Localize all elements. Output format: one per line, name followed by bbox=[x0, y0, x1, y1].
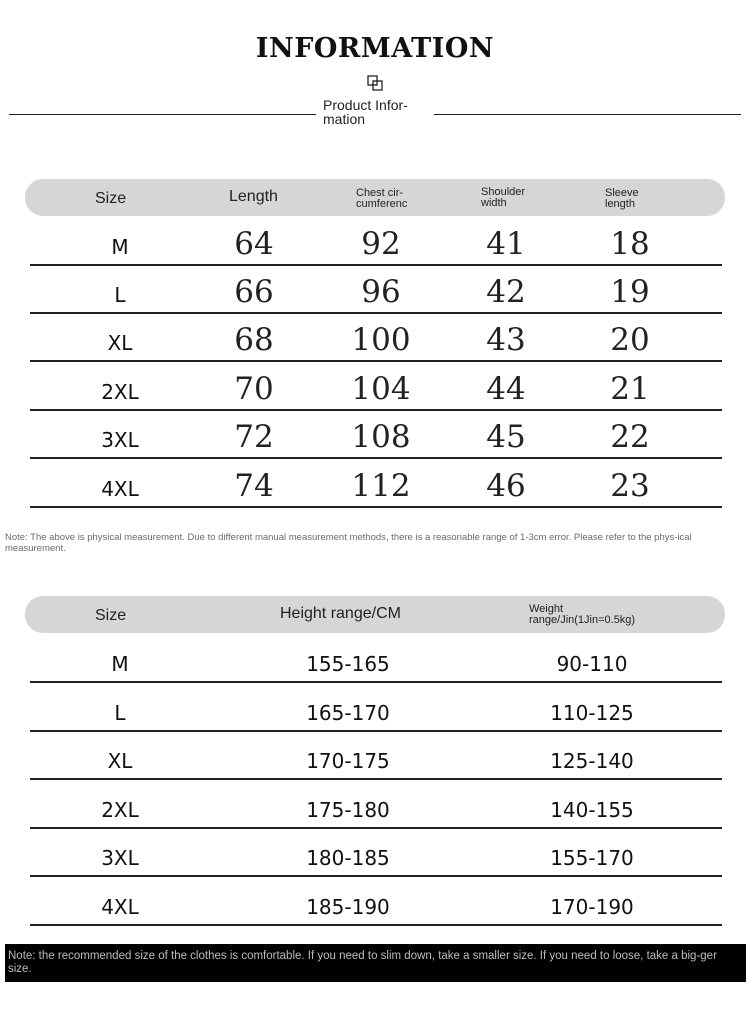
col-chest: Chest cir-cumferenc bbox=[356, 188, 408, 210]
col-sleeve: Sleeve length bbox=[605, 187, 639, 210]
size-label: L bbox=[114, 283, 126, 307]
col-shoulder: Shoulder width bbox=[481, 186, 526, 209]
col-size: Size bbox=[95, 607, 127, 624]
shoulder-value: 42 bbox=[486, 274, 526, 310]
size-label: 4XL bbox=[101, 895, 139, 919]
section-subtitle: Product Infor-mation bbox=[323, 97, 408, 127]
col-size: Size bbox=[95, 190, 127, 207]
shoulder-value: 43 bbox=[486, 322, 526, 358]
row-divider bbox=[30, 778, 722, 780]
size-label: L bbox=[114, 701, 126, 725]
fit-table-header bbox=[25, 596, 725, 633]
table-row bbox=[30, 314, 722, 362]
sleeve-value: 21 bbox=[610, 371, 650, 407]
weight-range-value: 140-155 bbox=[550, 798, 634, 822]
row-divider bbox=[30, 457, 722, 459]
chest-value: 96 bbox=[361, 274, 401, 310]
weight-range-value: 90-110 bbox=[556, 652, 628, 676]
shoulder-value: 45 bbox=[486, 419, 526, 455]
chest-value: 108 bbox=[351, 419, 411, 455]
height-range-value: 165-170 bbox=[306, 701, 390, 725]
sleeve-value: 19 bbox=[610, 274, 650, 310]
table-row bbox=[30, 878, 722, 926]
col-weight-range: Weight range/Jin(1Jin=0.5kg) bbox=[529, 603, 636, 626]
size-label: 3XL bbox=[101, 428, 139, 452]
height-range-value: 170-175 bbox=[306, 749, 390, 773]
shoulder-value: 44 bbox=[486, 371, 526, 407]
weight-range-value: 125-140 bbox=[550, 749, 634, 773]
size-label: M bbox=[111, 235, 129, 259]
weight-range-value: 170-190 bbox=[550, 895, 634, 919]
measurement-note: Note: The above is physical measurement. Due to different manual measurement methods, there is a reasonable range of 1-3cm error. Please refer to the phys-ical measurement. bbox=[5, 532, 692, 554]
length-value: 68 bbox=[234, 322, 274, 358]
row-divider bbox=[30, 360, 722, 362]
table-row bbox=[30, 266, 722, 314]
size-recommendation-note: Note: the recommended size of the clothes is comfortable. If you need to slim down, take a smaller size. If you need to loose, take a big-ger size. bbox=[5, 944, 746, 982]
length-value: 64 bbox=[234, 226, 274, 262]
sleeve-value: 22 bbox=[610, 419, 650, 455]
size-label: 2XL bbox=[101, 798, 139, 822]
chest-value: 112 bbox=[351, 468, 411, 504]
table-row bbox=[30, 363, 722, 411]
divider-right bbox=[434, 114, 741, 115]
table-row bbox=[30, 635, 722, 683]
layers-icon bbox=[367, 75, 383, 91]
table-row bbox=[30, 684, 722, 732]
size-label: 2XL bbox=[101, 380, 139, 404]
sleeve-value: 20 bbox=[610, 322, 650, 358]
table-row bbox=[30, 460, 722, 508]
weight-range-value: 155-170 bbox=[550, 846, 634, 870]
size-label: M bbox=[111, 652, 129, 676]
height-range-value: 180-185 bbox=[306, 846, 390, 870]
height-range-value: 175-180 bbox=[306, 798, 390, 822]
row-divider bbox=[30, 681, 722, 683]
sleeve-value: 23 bbox=[610, 468, 650, 504]
size-table-header bbox=[25, 179, 725, 216]
size-label: XL bbox=[107, 331, 133, 355]
chest-value: 92 bbox=[361, 226, 401, 262]
col-length: Length bbox=[229, 188, 278, 205]
height-range-value: 185-190 bbox=[306, 895, 390, 919]
size-label: XL bbox=[107, 749, 133, 773]
table-row bbox=[30, 732, 722, 780]
table-row bbox=[30, 781, 722, 829]
sleeve-value: 18 bbox=[610, 226, 650, 262]
row-divider bbox=[30, 506, 722, 508]
table-row bbox=[30, 411, 722, 459]
table-row bbox=[30, 829, 722, 877]
length-value: 66 bbox=[234, 274, 274, 310]
shoulder-value: 46 bbox=[486, 468, 526, 504]
shoulder-value: 41 bbox=[486, 226, 526, 262]
col-height-range: Height range/CM bbox=[280, 605, 401, 622]
length-value: 70 bbox=[234, 371, 274, 407]
row-divider bbox=[30, 875, 722, 877]
page-title: INFORMATION bbox=[255, 33, 495, 64]
size-label: 3XL bbox=[101, 846, 139, 870]
length-value: 72 bbox=[234, 419, 274, 455]
weight-range-value: 110-125 bbox=[550, 701, 634, 725]
table-row bbox=[30, 218, 722, 266]
row-divider bbox=[30, 924, 722, 926]
divider-left bbox=[9, 114, 316, 115]
height-range-value: 155-165 bbox=[306, 652, 390, 676]
chest-value: 100 bbox=[351, 322, 411, 358]
size-label: 4XL bbox=[101, 477, 139, 501]
chest-value: 104 bbox=[351, 371, 411, 407]
length-value: 74 bbox=[234, 468, 274, 504]
